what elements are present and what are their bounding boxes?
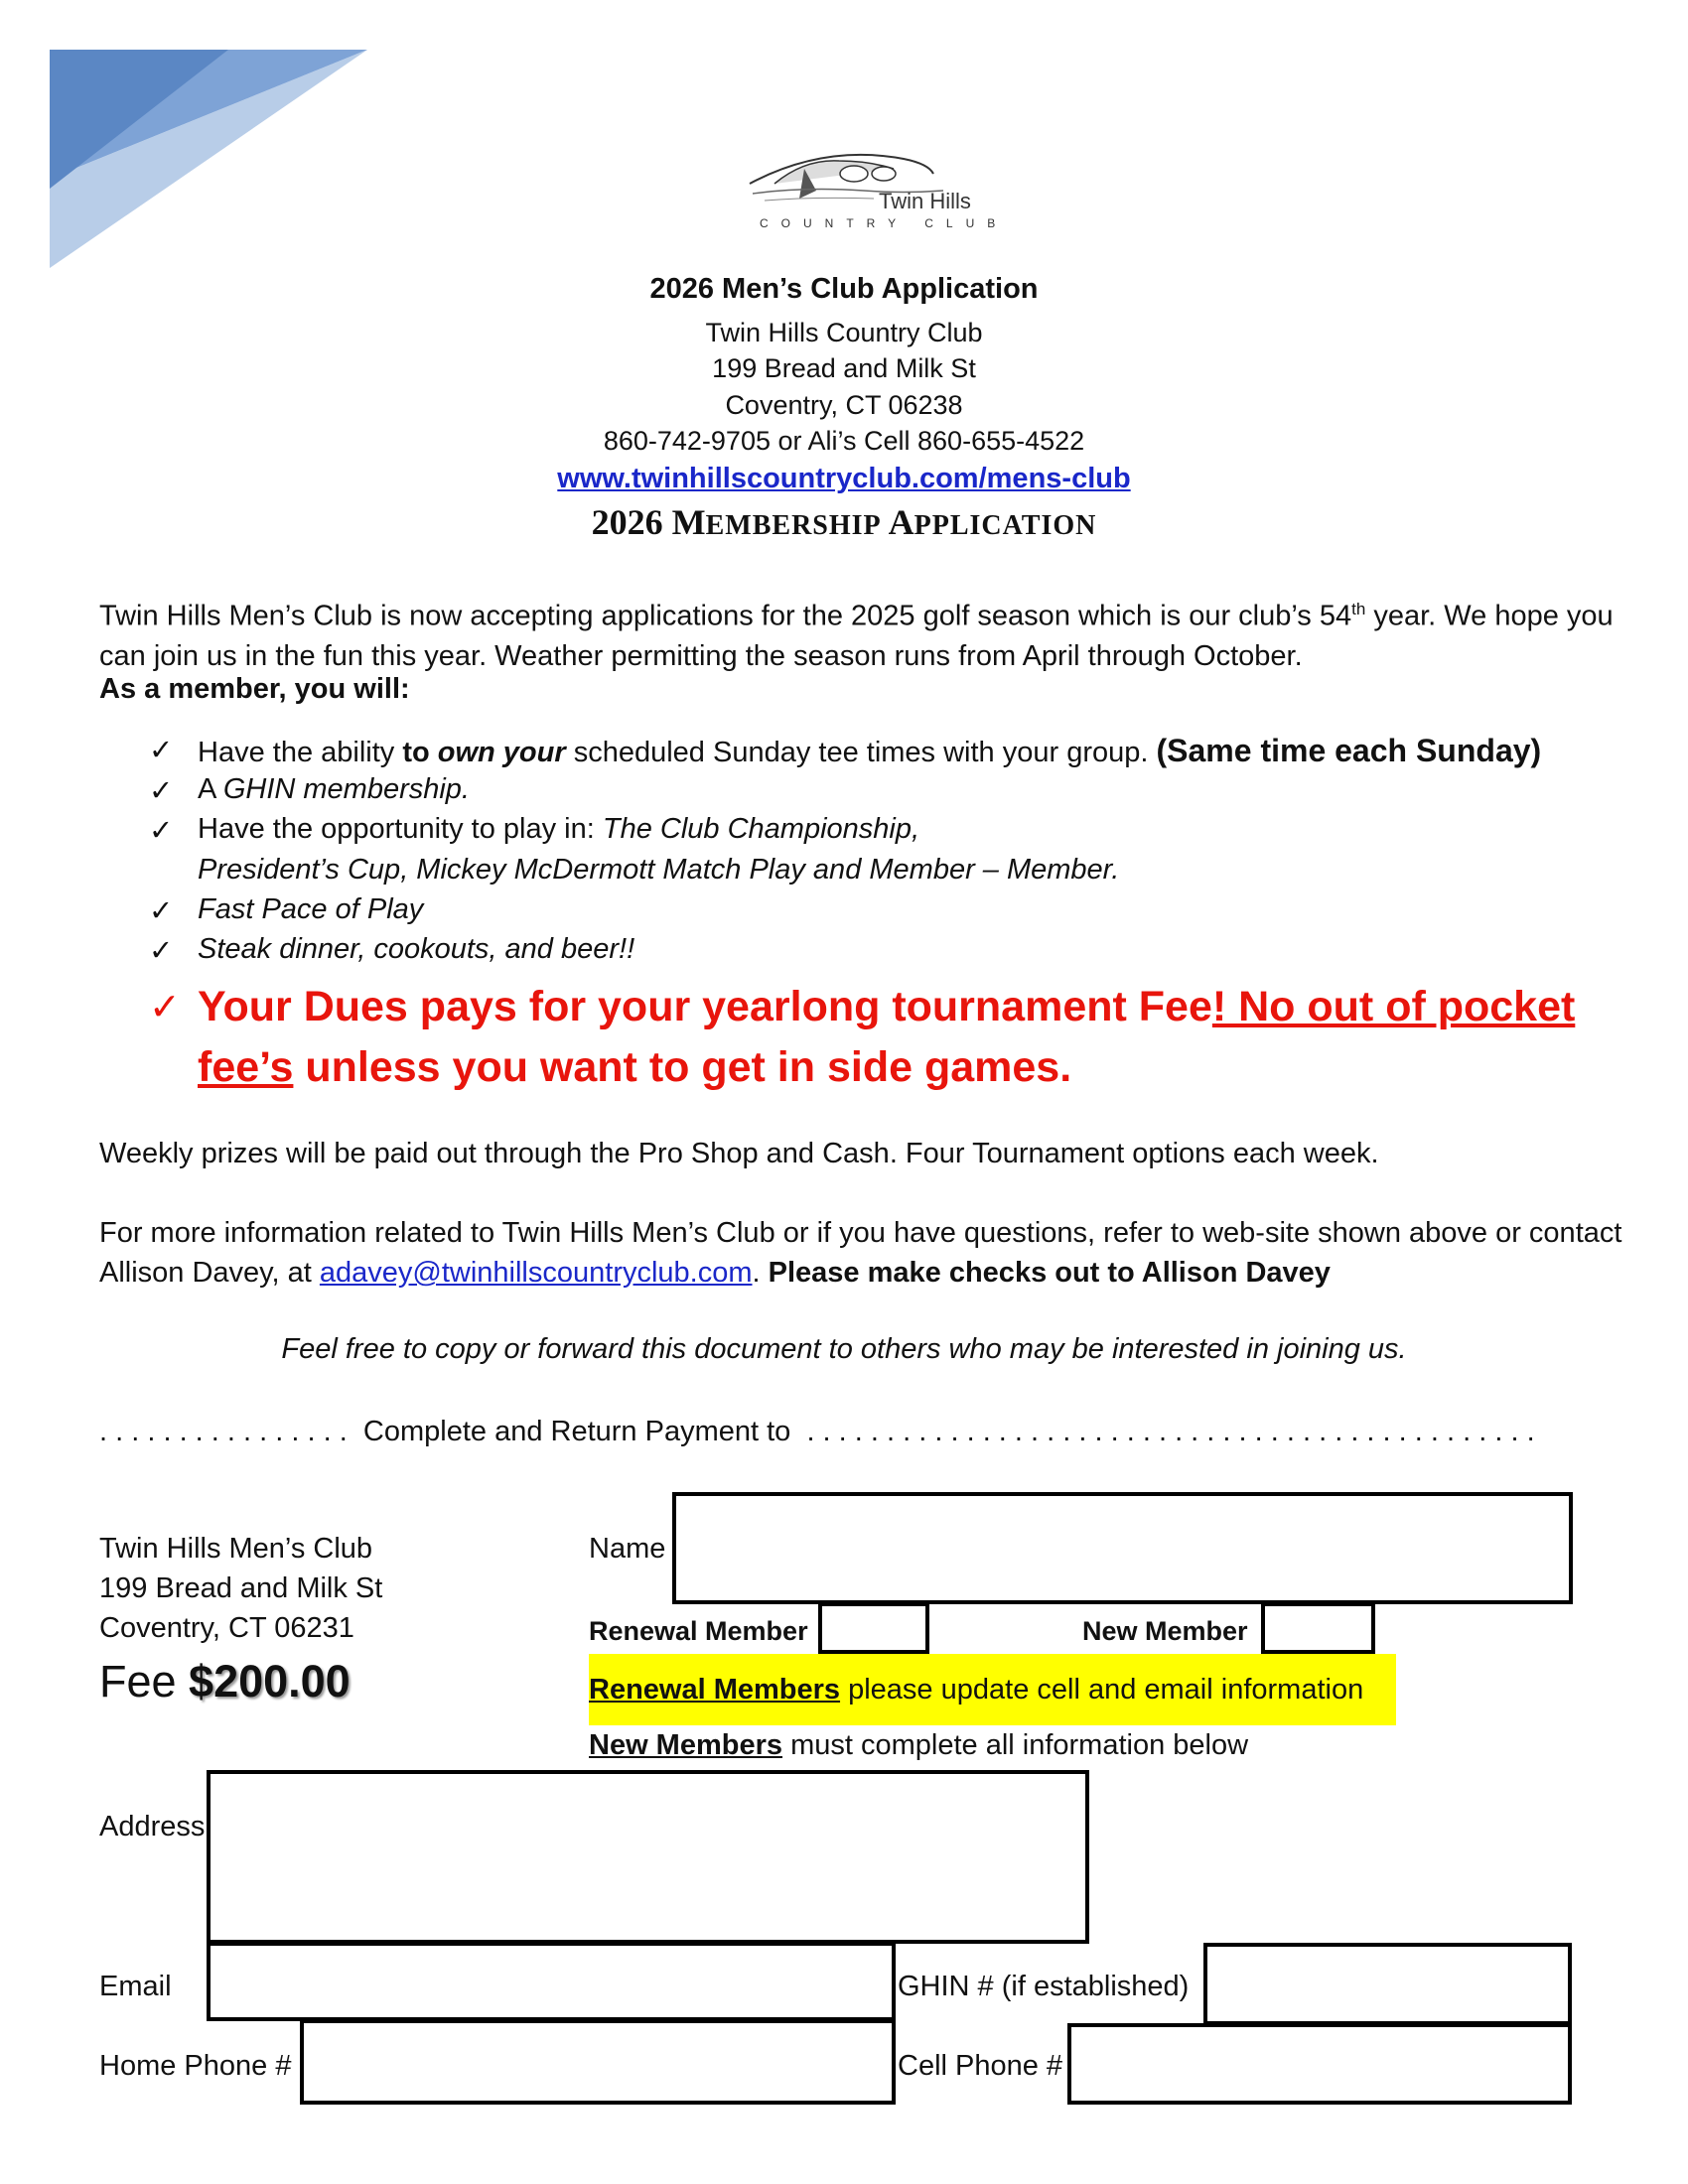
logo-name: Twin Hills — [879, 189, 971, 213]
info-paragraph: For more information related to Twin Hills Men’s Club or if you have questions, refer to web-site shown above or contact Allison Davey, at adavey@twinhillscountryclub.com. Please make checks out to Allison Davey — [99, 1217, 1622, 1289]
contact-email-link[interactable]: adavey@twinhillscountryclub.com — [319, 1257, 753, 1289]
email-input[interactable] — [207, 1942, 896, 2021]
new-member-label: New Member — [1082, 1616, 1248, 1646]
new-member-checkbox[interactable] — [1261, 1602, 1375, 1654]
club-street: 199 Bread and Milk St — [712, 353, 976, 383]
address-input[interactable] — [207, 1770, 1089, 1944]
new-members-note: New Members must complete all information below — [589, 1729, 1249, 1761]
renewal-note: Renewal Members please update cell and email information — [589, 1654, 1396, 1725]
membership-heading: 2026 MEMBERSHIP APPLICATION — [591, 502, 1097, 542]
mail-line-1: Twin Hills Men’s Club — [99, 1533, 373, 1565]
club-phones: 860-742-9705 or Ali’s Cell 860-655-4522 — [603, 426, 1085, 456]
club-city: Coventry, CT 06238 — [725, 390, 963, 420]
check-icon: ✓ — [149, 773, 174, 807]
cell-phone-label: Cell Phone # — [898, 2050, 1063, 2082]
check-icon: ✓ — [149, 985, 181, 1028]
email-label: Email — [99, 1971, 172, 2002]
corner-decoration — [50, 50, 367, 268]
as-member-heading: As a member, you will: — [99, 673, 410, 705]
name-label: Name — [589, 1533, 666, 1565]
mail-line-3: Coventry, CT 06231 — [99, 1612, 354, 1644]
check-icon: ✓ — [149, 933, 174, 967]
website-link[interactable]: www.twinhillscountryclub.com/mens-club — [557, 463, 1131, 494]
fee: Fee $200.00 — [99, 1656, 351, 1706]
ghin-label: GHIN # (if established) — [898, 1971, 1190, 2002]
fee-amount: $200.00 — [189, 1656, 351, 1706]
home-phone-label: Home Phone # — [99, 2050, 292, 2082]
application-title: 2026 Men’s Club Application — [649, 273, 1039, 305]
check-icon: ✓ — [149, 893, 174, 927]
logo-subtitle: COUNTRY CLUB — [760, 216, 1009, 230]
cell-phone-input[interactable] — [1067, 2023, 1572, 2105]
address-label: Address — [99, 1811, 206, 1843]
name-input[interactable] — [672, 1492, 1573, 1604]
club-name: Twin Hills Country Club — [705, 318, 983, 347]
intro-paragraph: Twin Hills Men’s Club is now accepting applications for the 2025 golf season which is our club’s 54th year. We hope you can join us in the fun this year. Weather permitting the season runs from April through October. — [99, 600, 1614, 672]
club-logo — [745, 139, 1009, 238]
weekly-prizes: Weekly prizes will be paid out through the Pro Shop and Cash. Four Tournament options each week. — [99, 1138, 1379, 1169]
mail-line-2: 199 Bread and Milk St — [99, 1572, 383, 1604]
check-icon: ✓ — [149, 813, 174, 847]
home-phone-input[interactable] — [300, 2019, 896, 2105]
check-icon: ✓ — [149, 733, 174, 766]
return-line: . . . . . . . . . . . . . . . . Complete and Return Payment to . . . . . . . . . . . . . . . . . . . . . . . . . . . . . . . . . . . . . . . . . . . . . . — [99, 1416, 1535, 1447]
forward-note: Feel free to copy or forward this document to others who may be interested in joining us. — [281, 1333, 1407, 1365]
renewal-member-checkbox[interactable] — [818, 1602, 929, 1654]
renewal-member-label: Renewal Member — [589, 1616, 808, 1646]
ghin-input[interactable] — [1203, 1943, 1572, 2025]
